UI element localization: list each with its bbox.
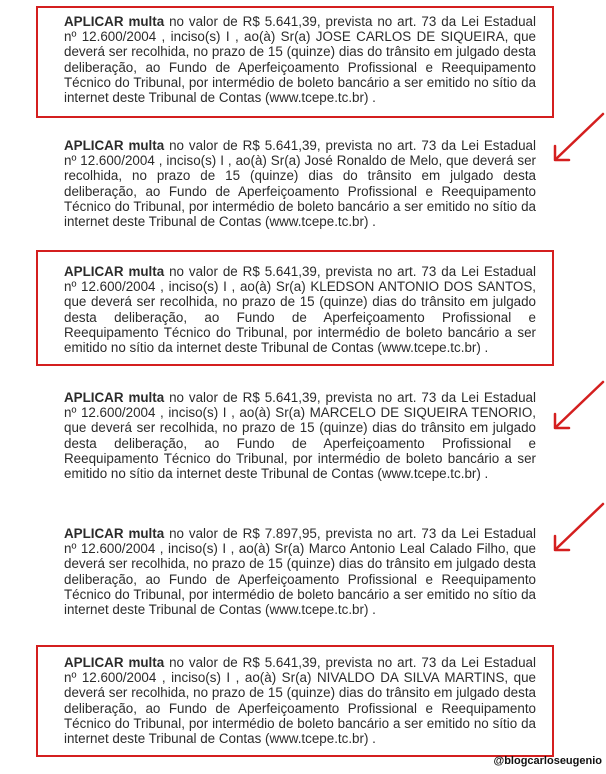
paragraph-1-body: no valor de R$ 5.641,39, prevista no art. 73 da Lei Estadual nº 12.600/2004 , inciso(s) I , ao(à) Sr(a) JOSE CARLOS DE SIQUEIRA, que deverá ser recolhida, no prazo de 15 (quinze) dias do trânsito em julgado desta deliberação, ao Fundo de Aperfeiçoamento Profissional e Reequipamento Técnico do Tribunal, por intermédio de boleto bancário a ser emitido no sítio da internet deste Tribunal de Contas (www.tcepe.tc.br) . xyxy=(64,14,536,106)
paragraph-3 xyxy=(64,264,536,355)
paragraph-5 xyxy=(64,526,536,617)
watermark-credit: @blogcarloseugenio xyxy=(493,755,602,767)
arrow-icon-2 xyxy=(545,378,606,438)
paragraph-5-lead: APLICAR multa xyxy=(64,526,165,541)
paragraph-4-body: no valor de R$ 5.641,39, prevista no art. 73 da Lei Estadual nº 12.600/2004 , inciso(s) I , ao(à) Sr(a) MARCELO DE SIQUEIRA TENORIO, que deverá ser recolhida, no prazo de 15 (quinze) dias do trânsito em julgado desta deliberação, ao Fundo de Aperfeiçoamento Profissional e Reequipamento Técnico do Tribunal, por intermédio de boleto bancário a ser emitido no sítio da internet deste Tribunal de Contas (www.tcepe.tc.br) . xyxy=(64,390,536,482)
paragraph-2 xyxy=(64,138,536,229)
paragraph-4-lead: APLICAR multa xyxy=(64,390,165,405)
paragraph-6-lead: APLICAR multa xyxy=(64,655,165,670)
paragraph-3-lead: APLICAR multa xyxy=(64,264,165,279)
paragraph-6-body: no valor de R$ 5.641,39, prevista no art. 73 da Lei Estadual nº 12.600/2004 , inciso(s) I , ao(à) Sr(a) NIVALDO DA SILVA MARTINS, que deverá ser recolhida, no prazo de 15 (quinze) dias do trânsito em julgado desta deliberação, ao Fundo de Aperfeiçoamento Profissional e Reequipamento Técnico do Tribunal, por intermédio de boleto bancário a ser emitido no sítio da internet deste Tribunal de Contas (www.tcepe.tc.br) . xyxy=(64,655,536,747)
paragraph-6 xyxy=(64,655,536,746)
paragraph-5-body: no valor de R$ 7.897,95, prevista no art. 73 da Lei Estadual nº 12.600/2004 , inciso(s) I , ao(à) Sr(a) Marco Antonio Leal Calado Filho, que deverá ser recolhida, no prazo de 15 (quinze) dias do trânsito em julgado desta deliberação, ao Fundo de Aperfeiçoamento Profissional e Reequipamento Técnico do Tribunal, por intermédio de boleto bancário a ser emitido no sítio da internet deste Tribunal de Contas (www.tcepe.tc.br) . xyxy=(64,526,536,618)
paragraph-2-lead: APLICAR multa xyxy=(64,138,165,153)
paragraph-1 xyxy=(64,14,536,105)
arrow-icon-1 xyxy=(545,110,606,170)
paragraph-4 xyxy=(64,390,536,481)
arrow-icon-3 xyxy=(545,500,606,560)
paragraph-1-lead: APLICAR multa xyxy=(64,14,165,29)
paragraph-2-body: no valor de R$ 5.641,39, prevista no art. 73 da Lei Estadual nº 12.600/2004 , inciso(s) I , ao(à) Sr(a) José Ronaldo de Melo, que deverá ser recolhida, no prazo de 15 (quinze) dias do trânsito em julgado desta deliberação, ao Fundo de Aperfeiçoamento Profissional e Reequipamento Técnico do Tribunal, por intermédio de boleto bancário a ser emitido no sítio da internet deste Tribunal de Contas (www.tcepe.tc.br) . xyxy=(64,138,536,230)
paragraph-3-body: no valor de R$ 5.641,39, prevista no art. 73 da Lei Estadual nº 12.600/2004 , inciso(s) I , ao(à) Sr(a) KLEDSON ANTONIO DOS SANTOS, que deverá ser recolhida, no prazo de 15 (quinze) dias do trânsito em julgado desta deliberação, ao Fundo de Aperfeiçoamento Profissional e Reequipamento Técnico do Tribunal, por intermédio de boleto bancário a ser emitido no sítio da internet deste Tribunal de Contas (www.tcepe.tc.br) . xyxy=(64,264,536,356)
